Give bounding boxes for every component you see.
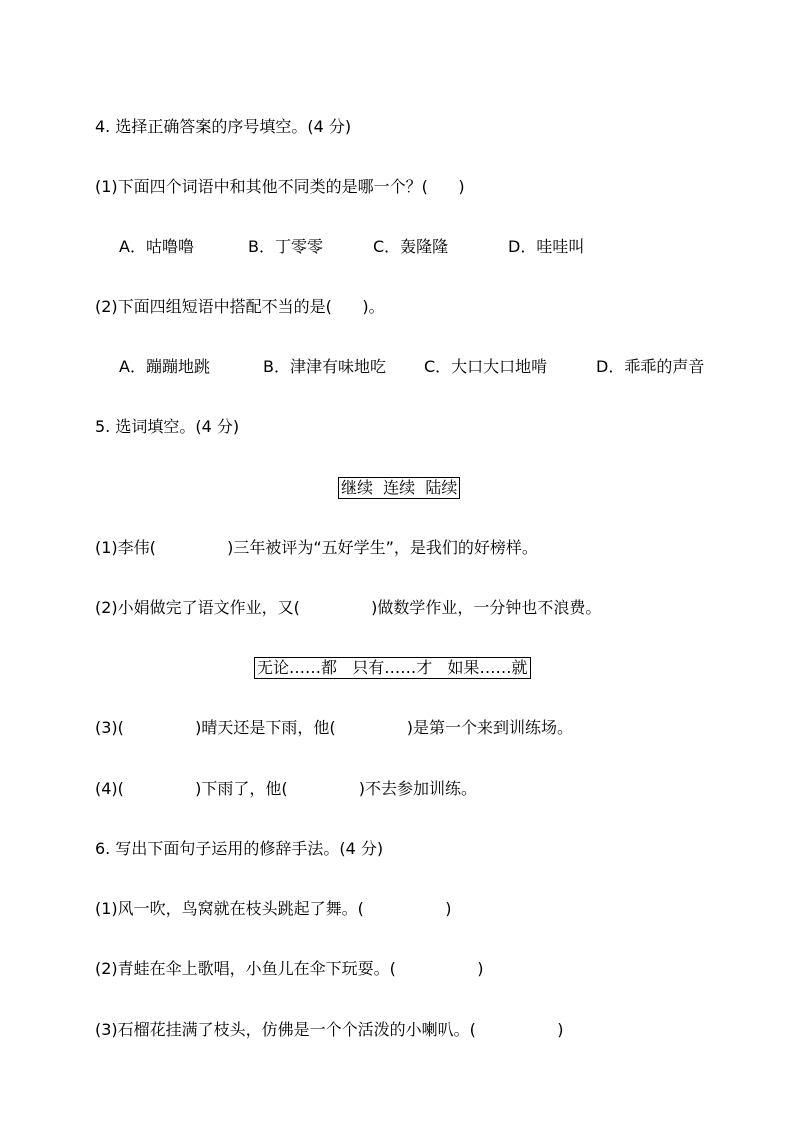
q4-sub1: (1)下面四个词语中和其他不同类的是哪一个？( )	[95, 177, 465, 196]
q5-wordbox-1: 继续 连续 陆续	[338, 477, 460, 499]
q4-sub1-option-b: B．丁零零	[248, 237, 323, 256]
q5-sentence-4: (4)( )下雨了，他( )不去参加训练。	[95, 779, 478, 798]
q4-sub1-option-a: A．咕噜噜	[119, 237, 194, 256]
q4-sub2-option-a: A．蹦蹦地跳	[119, 357, 210, 376]
q5-sentence-3: (3)( )晴天还是下雨，他( )是第一个来到训练场。	[95, 718, 574, 737]
q6-sentence-1: (1)风一吹，鸟窝就在枝头跳起了舞。( )	[95, 899, 452, 918]
q5-sentence-2: (2)小娟做完了语文作业，又( )做数学作业，一分钟也不浪费。	[95, 598, 602, 617]
q6-sentence-3: (3)石榴花挂满了枝头，仿佛是一个个活泼的小喇叭。( )	[95, 1020, 564, 1039]
q4-sub2-option-c: C．大口大口地啃	[424, 357, 548, 376]
q5-wordbox-2: 无论……都 只有……才 如果……就	[254, 657, 531, 679]
q6-sentence-2: (2)青蛙在伞上歌唱，小鱼儿在伞下玩耍。( )	[95, 959, 484, 978]
q4-sub2-option-d: D．乖乖的声音	[596, 357, 705, 376]
q5-sentence-1: (1)李伟( )三年被评为“五好学生”，是我们的好榜样。	[95, 538, 538, 557]
q4-sub1-option-d: D．哇哇叫	[508, 237, 585, 256]
q6-title: 6. 写出下面句子运用的修辞手法。(4 分)	[95, 839, 384, 858]
q4-sub2-option-b: B．津津有味地吃	[263, 357, 386, 376]
q4-title: 4. 选择正确答案的序号填空。(4 分)	[95, 117, 352, 136]
q4-sub1-option-c: C．轰隆隆	[373, 237, 449, 256]
q4-sub2: (2)下面四组短语中搭配不当的是( )。	[95, 297, 385, 316]
q5-title: 5. 选词填空。(4 分)	[95, 417, 240, 436]
